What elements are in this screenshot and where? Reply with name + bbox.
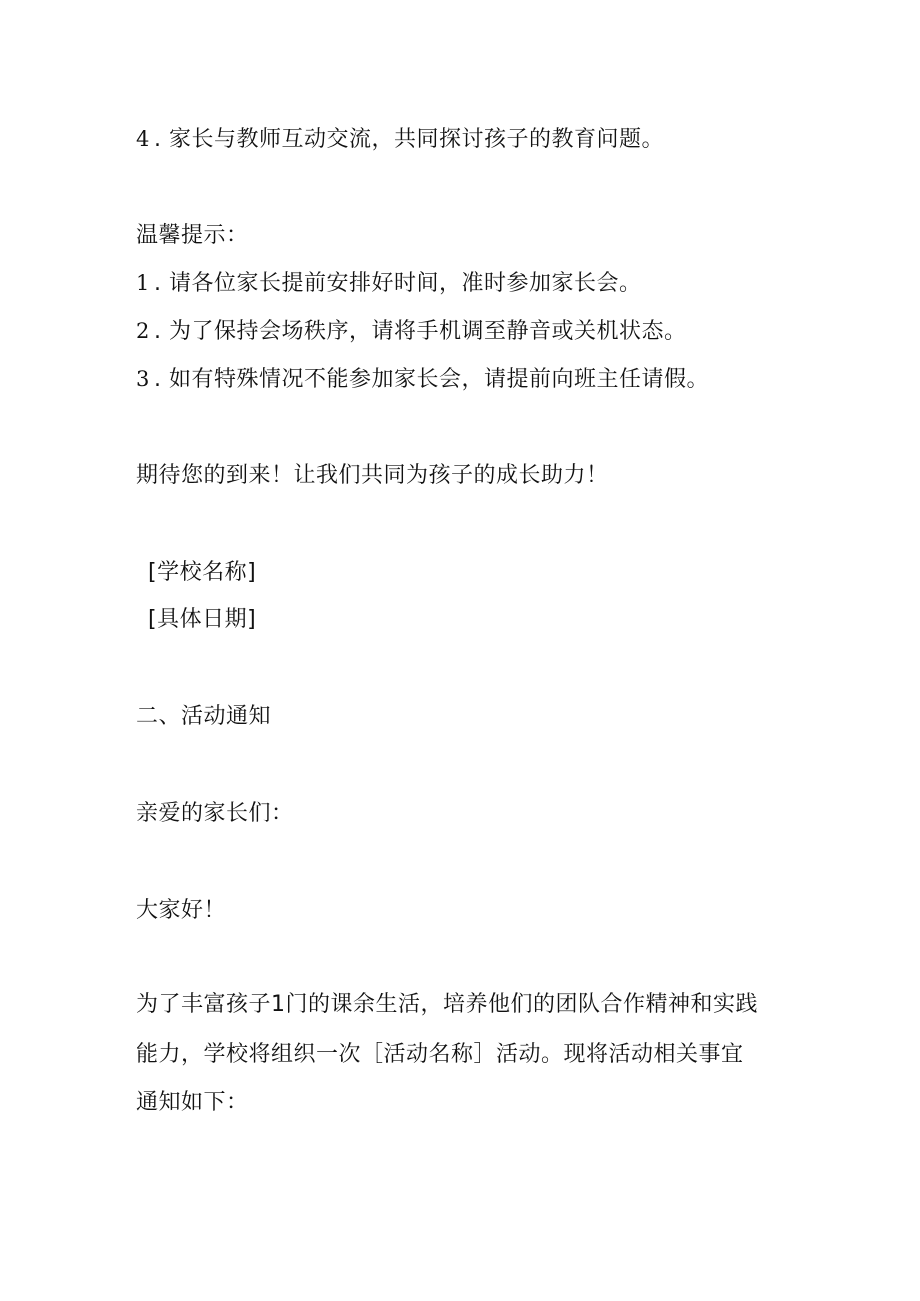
body-line-3: 通知如下：: [136, 1090, 249, 1115]
section-title: 二、活动通知: [136, 704, 272, 729]
tip-item-3: [136, 364, 709, 395]
list-number: 1: [136, 271, 150, 295]
list-text: . 如有特殊情况不能参加家长会，请提前向班主任请假。: [154, 367, 709, 392]
body-line-2: 能力，学校将组织一次［活动名称］活动。现将活动相关事宜: [136, 1042, 744, 1067]
body-line-1: 为了丰富孩子1门的课余生活，培养他们的团队合作精神和实践: [136, 992, 758, 1017]
specific-date: [具体日期]: [148, 607, 257, 632]
tip-item-1: [136, 268, 642, 299]
list-item-4: [136, 124, 664, 155]
hello-text: 大家好！: [136, 898, 227, 923]
school-name: [学校名称]: [148, 560, 257, 585]
list-number: 2: [136, 319, 150, 343]
greeting: 亲爱的家长们：: [136, 801, 294, 826]
list-text: . 家长与教师互动交流，共同探讨孩子的教育问题。: [154, 127, 664, 152]
list-number: 3: [136, 367, 150, 391]
tips-heading: 温馨提示：: [136, 223, 249, 248]
list-number: 4: [136, 127, 150, 151]
closing-text: 期待您的到来！让我们共同为孩子的成长助力！: [136, 463, 609, 488]
list-text: . 请各位家长提前安排好时间，准时参加家长会。: [154, 271, 642, 296]
list-text: . 为了保持会场秩序，请将手机调至静音或关机状态。: [154, 319, 687, 344]
tip-item-2: [136, 316, 687, 347]
